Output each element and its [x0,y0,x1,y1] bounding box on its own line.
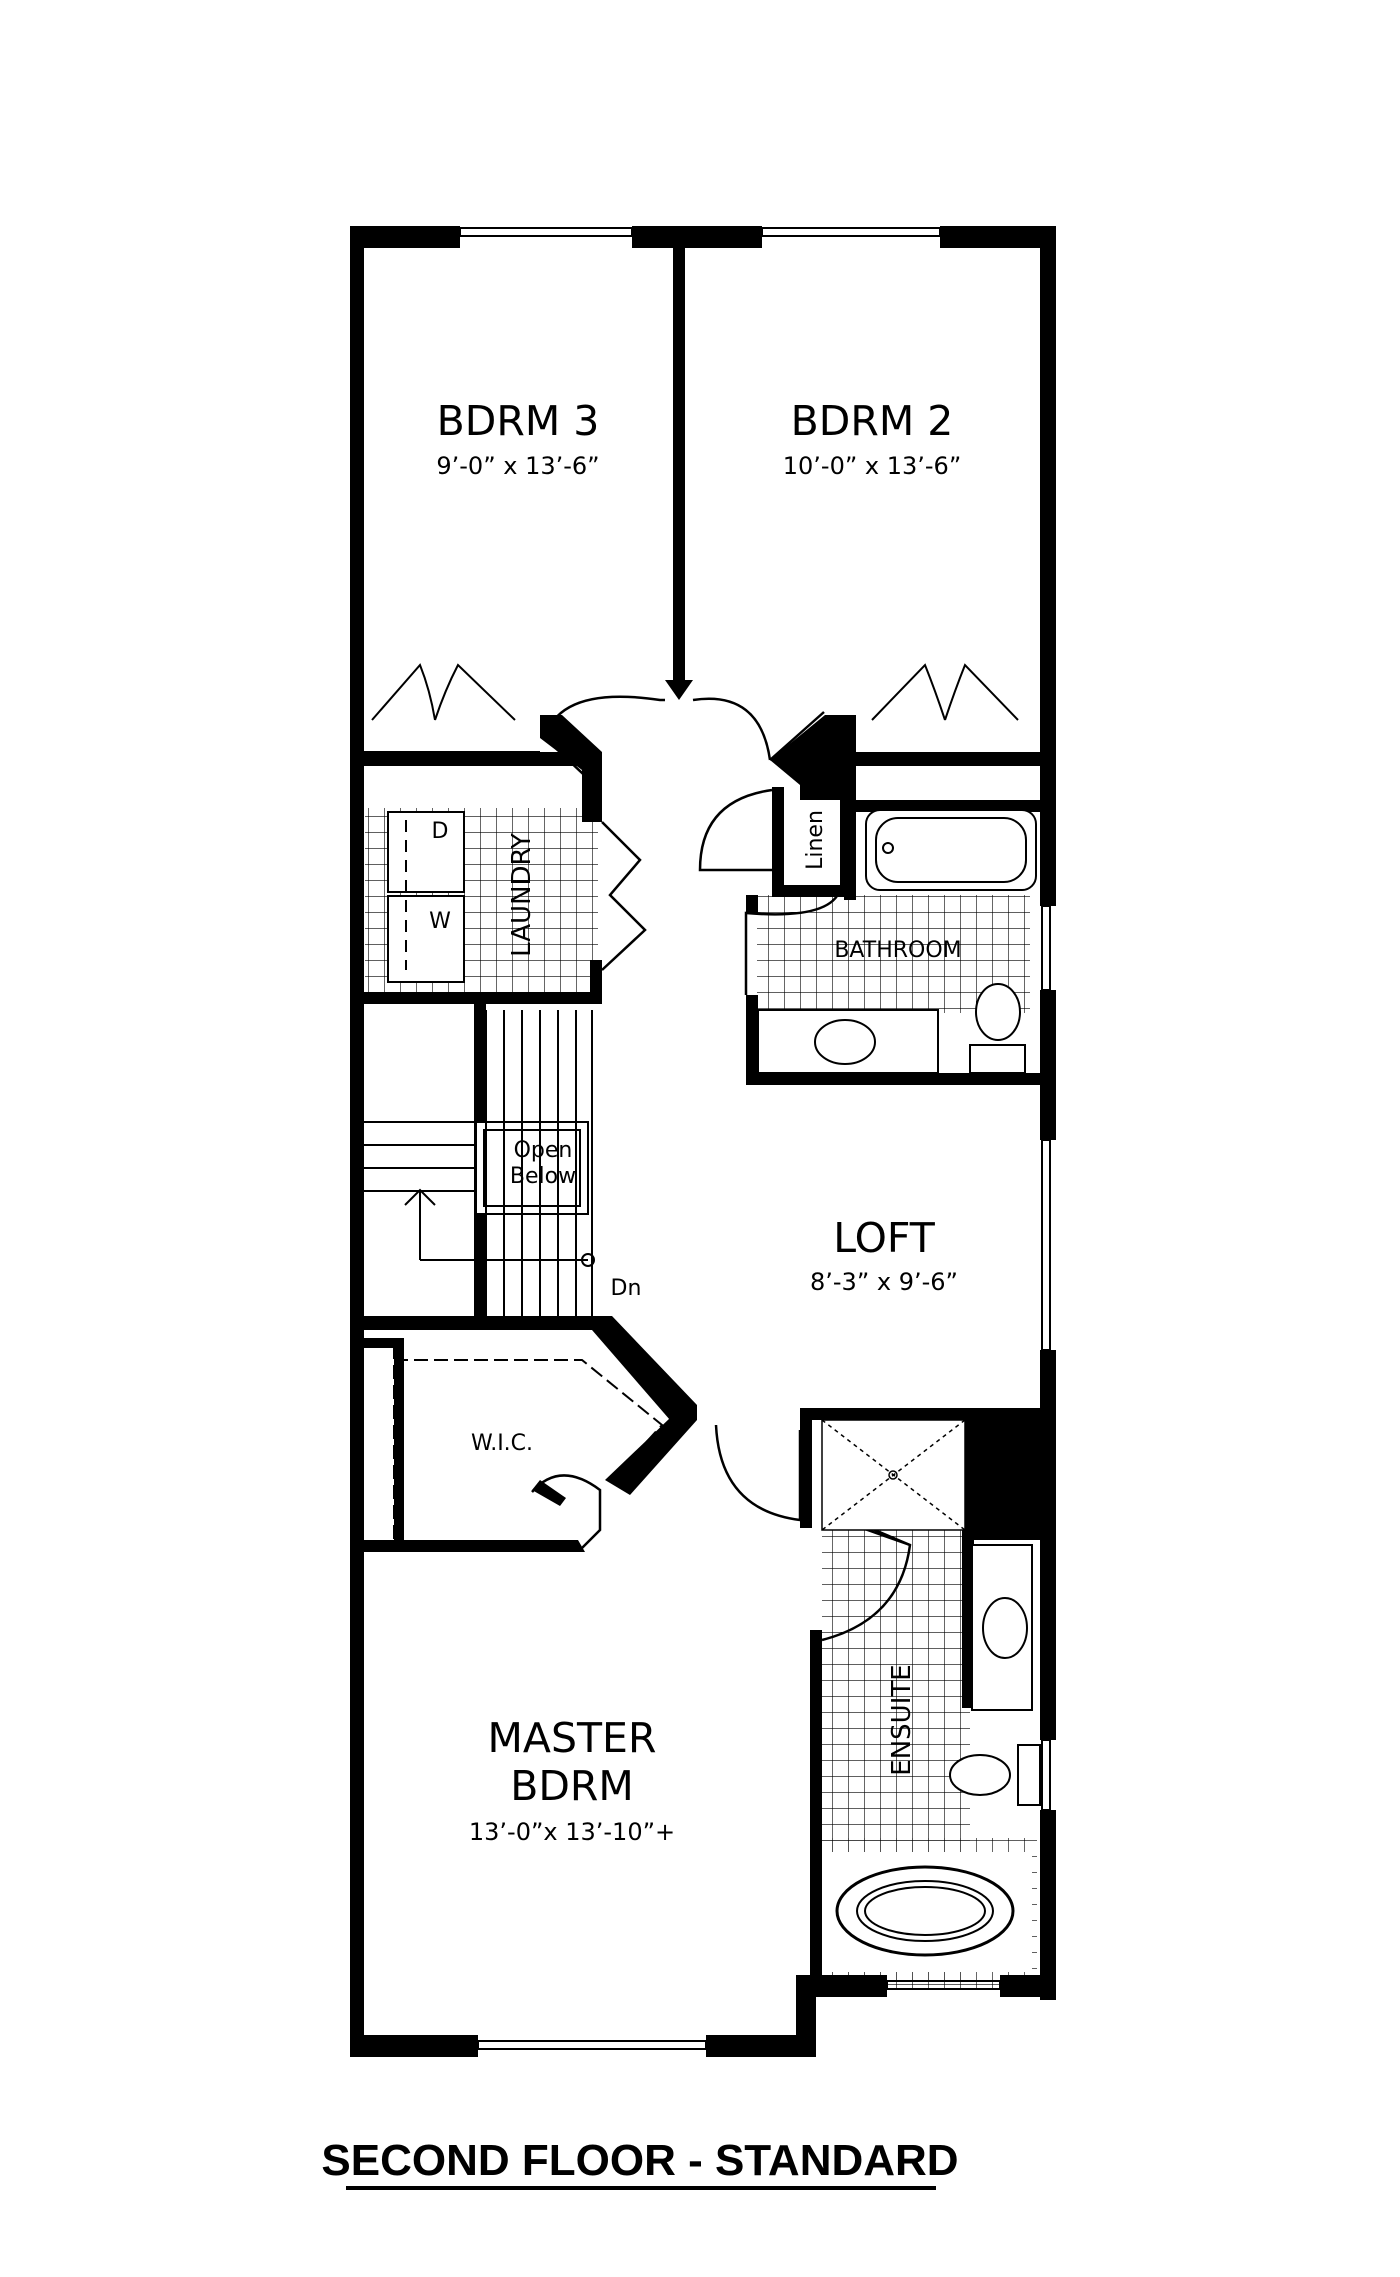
dryer-label: D [431,819,449,844]
stairs-down-label: Dn [610,1276,642,1301]
bathroom-label: BATHROOM [834,938,962,963]
bdrm2-name: BDRM 2 [790,397,954,445]
loft-dims: 8’-3” x 9’-6” [810,1268,958,1296]
laundry-label: LAUNDRY [507,833,537,957]
open-below-line1: Open [513,1138,573,1163]
wic-label: W.I.C. [470,1431,534,1456]
tile-floors [365,808,1037,1988]
plan-title-text: SECOND FLOOR - STANDARD [321,2136,959,2185]
washer-label: W [429,909,451,934]
master-name-line2: BDRM [510,1762,634,1810]
bdrm3-name: BDRM 3 [436,397,600,445]
master-dims: 13’-0”x 13’-10”+ [468,1818,676,1846]
linen-label: Linen [803,810,828,870]
plan-title [321,2136,958,2190]
bdrm3-dims: 9’-0” x 13’-6” [436,452,600,480]
closets [362,665,1040,760]
ensuite-label: ENSUITE [887,1664,917,1776]
master-name-line1: MASTER [487,1714,657,1762]
shower [822,1420,965,1530]
loft-name: LOFT [833,1214,935,1262]
bdrm2-dims: 10’-0” x 13’-6” [782,452,962,480]
open-below-line2: Below [509,1164,577,1189]
